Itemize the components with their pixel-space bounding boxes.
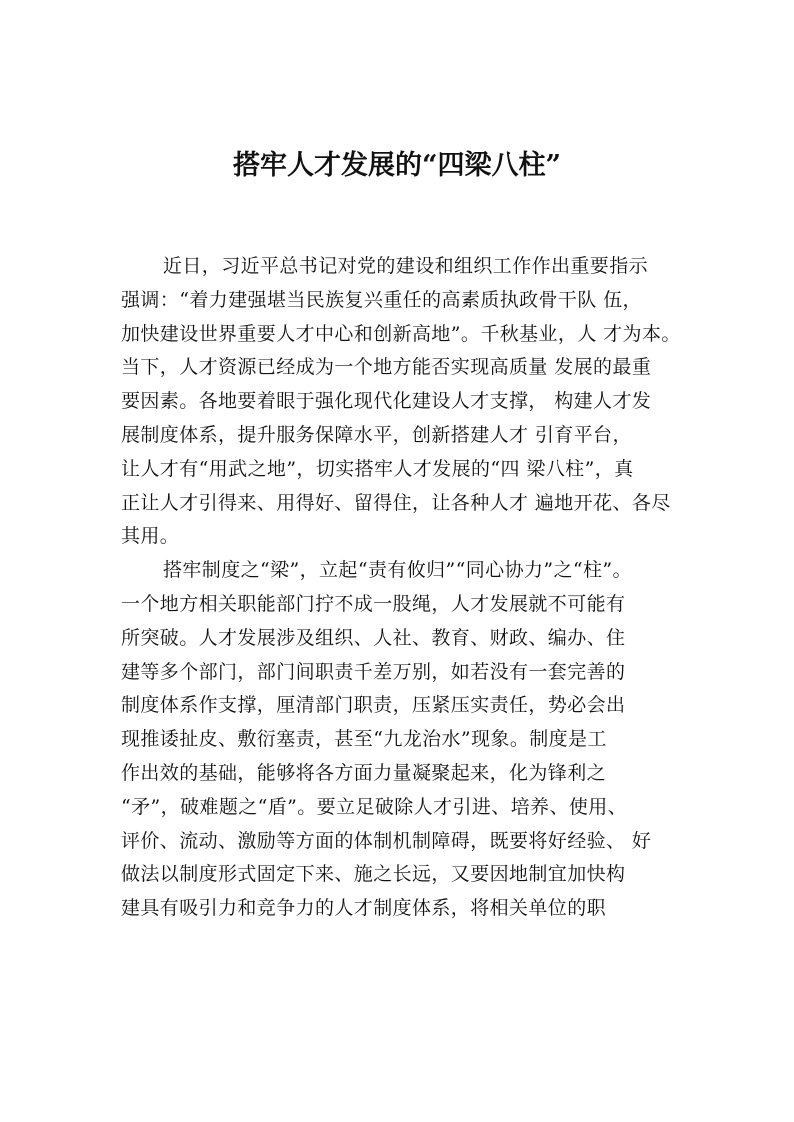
paragraph-line: 作出效的基础，能够将各方面力量凝聚起来，化为锋利之 bbox=[121, 761, 607, 784]
paragraph-line: 评价、流动、激励等方面的体制机制障碍，既要将好经验、 好 bbox=[121, 829, 652, 852]
paragraph-line: 让人才有“用武之地”，切实搭牢人才发展的“四 梁八柱”，真 bbox=[121, 457, 634, 480]
paragraph-line: 现推诿扯皮、敷衍塞责，甚至“九龙治水”现象。制度是工 bbox=[121, 728, 607, 751]
paragraph-line: 建等多个部门，部门间职责千差万别，如若没有一套完善的 bbox=[121, 660, 626, 683]
paragraph-line: 制度体系作支撑，厘清部门职责，压紧压实责任，势必会出 bbox=[121, 694, 626, 717]
paragraph-line: 做法以制度形式固定下来、施之长远，又要因地制宜加快构 bbox=[121, 863, 626, 886]
paragraph-line: “矛”，破难题之“盾”。要立足破除人才引进、培养、使用、 bbox=[121, 795, 628, 818]
paragraph-line: 正让人才引得来、用得好、留得住，让各种人才 遍地开花、各尽 bbox=[121, 491, 671, 514]
paragraph-line: 搭牢制度之“梁”，立起“责有攸归”“同心协力”之“柱”。 bbox=[163, 559, 632, 582]
paragraph-line: 一个地方相关职能部门拧不成一股绳，人才发展就不可能有 bbox=[121, 592, 626, 615]
paragraph-line: 当下，人才资源已经成为一个地方能否实现高质量 发展的最重 bbox=[121, 356, 652, 379]
document-body bbox=[121, 250, 721, 926]
paragraph-line: 其用。 bbox=[121, 525, 180, 548]
paragraph-line: 所突破。人才发展涉及组织、人社、教育、财政、编办、住 bbox=[121, 626, 626, 649]
paragraph-line: 建具有吸引力和竞争力的人才制度体系，将相关单位的职 bbox=[121, 897, 607, 920]
paragraph-line: 要因素。各地要着眼于强化现代化建设人才支撑， 构建人才发 bbox=[121, 390, 652, 413]
paragraph-line: 加快建设世界重要人才中心和创新高地”。千秋基业，人 才为本。 bbox=[121, 322, 681, 345]
paragraph-line: 强调：“着力建强堪当民族复兴重任的高素质执政骨干队 伍， bbox=[121, 288, 642, 311]
document-title: 搭牢人才发展的“四梁八柱” bbox=[232, 150, 562, 181]
paragraph-line: 近日，习近平总书记对党的建设和组织工作作出重要指示 bbox=[163, 255, 649, 277]
paragraph-line: 展制度体系，提升服务保障水平，创新搭建人才 引育平台， bbox=[121, 423, 632, 446]
